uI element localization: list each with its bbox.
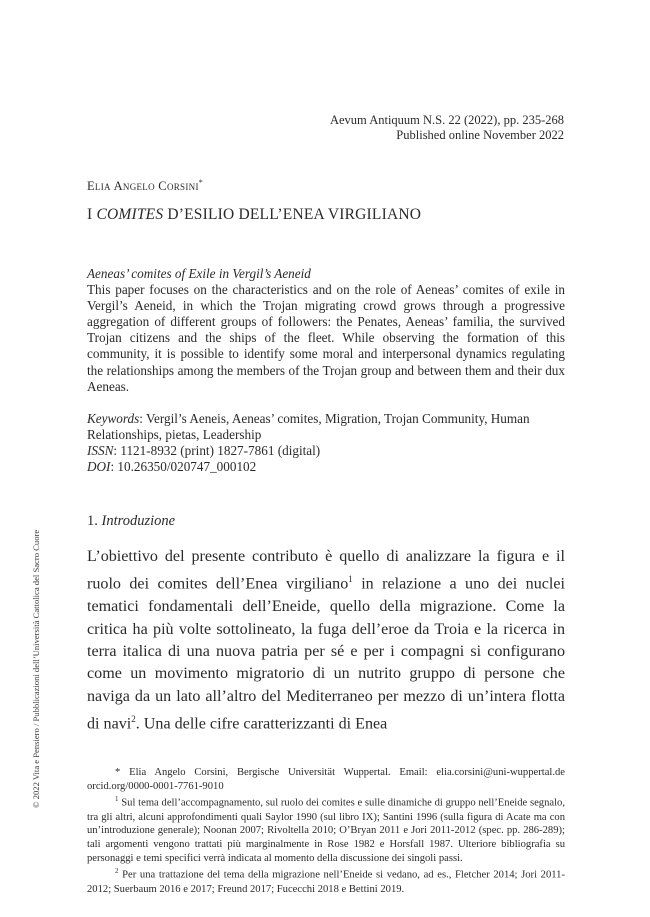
- abstract-text: This paper focuses on the characteristics and on the role of Aeneas’ comites of exile in Vergil’s Aeneid, in which the Trojan migrating crowd grows through a progressive aggregation of different groups of followers: the Penates, Aeneas’ familia, the survived Trojan citizens and the ships of the fleet. While observing the formation of this community, it is possible to identify some moral and interpersonal dynamics regulating the relationships among the members of the Trojan group and between them and their dux Aeneas.: [87, 282, 565, 394]
- body-paragraph: L’obiettivo del presente contributo è quello di analizzare la figura e il ruolo dei comites dell’Enea virgiliano$^1$ in relazione a uno dei nuclei tematici fondamentali dell’Eneide, quello della migrazione. Come la critica ha più volte sottolineato, la fuga dell’eroe da Troia e la ricerca in terra italica di una nuova patria per sé e per i compagni si configurano come un movimento migratorio di un nutrito gruppo di persone che naviga da un lato all’altro del Mediterraneo per mezzo di un’intera flotta di navi$^2$. Una delle cifre caratterizzanti di Enea: [87, 548, 565, 733]
- footnote-author: * Elia Angelo Corsini, Bergische Universität Wuppertal. Email: elia.corsini@uni-wuppertal.de orcid.org/0000-0001-7761-9010: [87, 767, 565, 792]
- footnote-2: $^2$ Per una trattazione del tema della migrazione nell’Eneide si vedano, ad es., Fletcher 2014; Jori 2011-2012; Suerbaum 2016 e 2017; Freund 2017; Fucecchi 2018 e Bettini 2019.: [87, 867, 565, 895]
- issn: ISSN: 1121-8932 (print) 1827-7861 (digital): [87, 443, 321, 459]
- section-heading: 1. Introduzione: [87, 513, 176, 529]
- journal-line: Aevum Antiquum N.S. 22 (2022), pp. 235-268: [329, 113, 564, 127]
- copyright-sidebar: © 2022 Vita e Pensiero / Pubblicazioni dell’Università Cattolica del Sacro Cuore: [31, 529, 41, 808]
- footnotes: [87, 766, 565, 896]
- abstract: [87, 266, 565, 395]
- doi: DOI: 10.26350/020747_000102: [87, 459, 257, 475]
- published-line: Published online November 2022: [396, 128, 564, 142]
- author-footnote-mark: *: [198, 178, 204, 187]
- footnote-ref-1[interactable]: 1: [348, 574, 353, 585]
- journal-citation: [330, 113, 564, 143]
- title-italic: COMITES: [96, 206, 164, 223]
- footnote-ref-2[interactable]: 2: [131, 714, 136, 725]
- keywords: Keywords: Vergil’s Aeneis, Aeneas’ comites, Migration, Trojan Community, Human Relationships, pietas, Leadership: [87, 411, 530, 443]
- article-metadata: [87, 411, 565, 475]
- abstract-title: Aeneas’ comites of Exile in Vergil’s Aeneid: [87, 266, 311, 281]
- author-name: Elia Angelo Corsini*: [87, 178, 204, 194]
- footnote-1: $^1$ Sul tema dell’accompagnamento, sul ruolo dei comites e sulle dinamiche di gruppo nell’Eneide segnalo, tra gli altri, alcuni approfondimenti quali Saylor 1990 (sul libro IX); Santini 1996 (sulla figura di Acate ma con un’introduzione generale); Noonan 2007; Rivoltella 2010; O’Bryan 2011 e Jori 2011-2012 (spec. pp. 286-289); tali argomenti vengono trattati più marginalmente in Rose 1982 e Horsfall 1987. Ulteriore bibliografia su personaggi e temi specifici verrà indicata al momento della discussione dei singoli passi.: [87, 795, 565, 864]
- article-title: I COMITES D’ESILIO DELL’ENEA VIRGILIANO: [87, 206, 422, 223]
